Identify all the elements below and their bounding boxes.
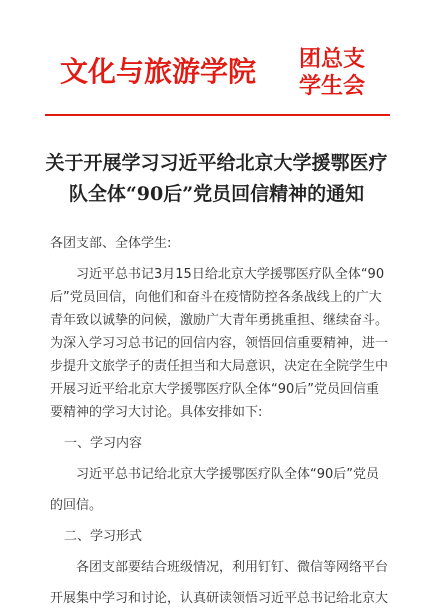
section-2-heading: 二、学习形式 <box>64 529 143 544</box>
title-line-1: 关于开展学习习近平给北京大学援鄂医疗 <box>45 152 388 174</box>
college-name: 文化与旅游学院 <box>60 55 257 88</box>
section-1-line-1: 习近平总书记给北京大学援鄂医疗队全体“90后”党员 <box>76 467 380 482</box>
org-unit-name <box>299 46 394 100</box>
paragraph-2-line-3: 开展习近平给北京大学援鄂医疗队全体“90后”党员回信重 <box>50 382 380 397</box>
section-2-line-2: 开展集中学习和讨论，认真研读领悟习近平总书记给北京大 <box>50 591 389 606</box>
paragraph-2-line-2: 步提升文旅学子的责任担当和大局意识，决定在全院学生中 <box>50 359 389 374</box>
paragraph-1-line-3: 青年致以诚挚的问候，激励广大青年勇挑重担、继续奋斗。 <box>50 313 389 328</box>
paragraph-1-line-2: 后”党员回信，向他们和奋斗在疫情防控各条战线上的广大 <box>50 290 382 305</box>
paragraph-2-line-1: 为深入学习习总书记的回信内容，领悟回信重要精神，进一 <box>50 336 389 351</box>
header-divider <box>45 114 390 116</box>
title-line-2: 队全体“90后”党员回信精神的通知 <box>68 183 365 205</box>
org-letterhead <box>0 0 433 120</box>
paragraph-2-line-4: 要精神的学习大讨论。具体安排如下: <box>50 405 263 420</box>
section-2-line-1: 各团支部要结合班级情况，利用钉钉、微信等网络平台 <box>76 560 389 575</box>
paragraph-1-line-1: 习近平总书记3月15日给北京大学援鄂医疗队全体“90 <box>76 267 385 282</box>
org-unit-line-2: 学生会 <box>299 73 366 99</box>
section-1-line-2: 的回信。 <box>50 498 103 513</box>
section-1-heading: 一、学习内容 <box>64 436 143 451</box>
document-body <box>50 232 395 610</box>
salutation: 各团支部、全体学生: <box>50 236 172 251</box>
document-title <box>40 148 393 210</box>
org-unit-line-1: 团总支 <box>299 46 366 72</box>
